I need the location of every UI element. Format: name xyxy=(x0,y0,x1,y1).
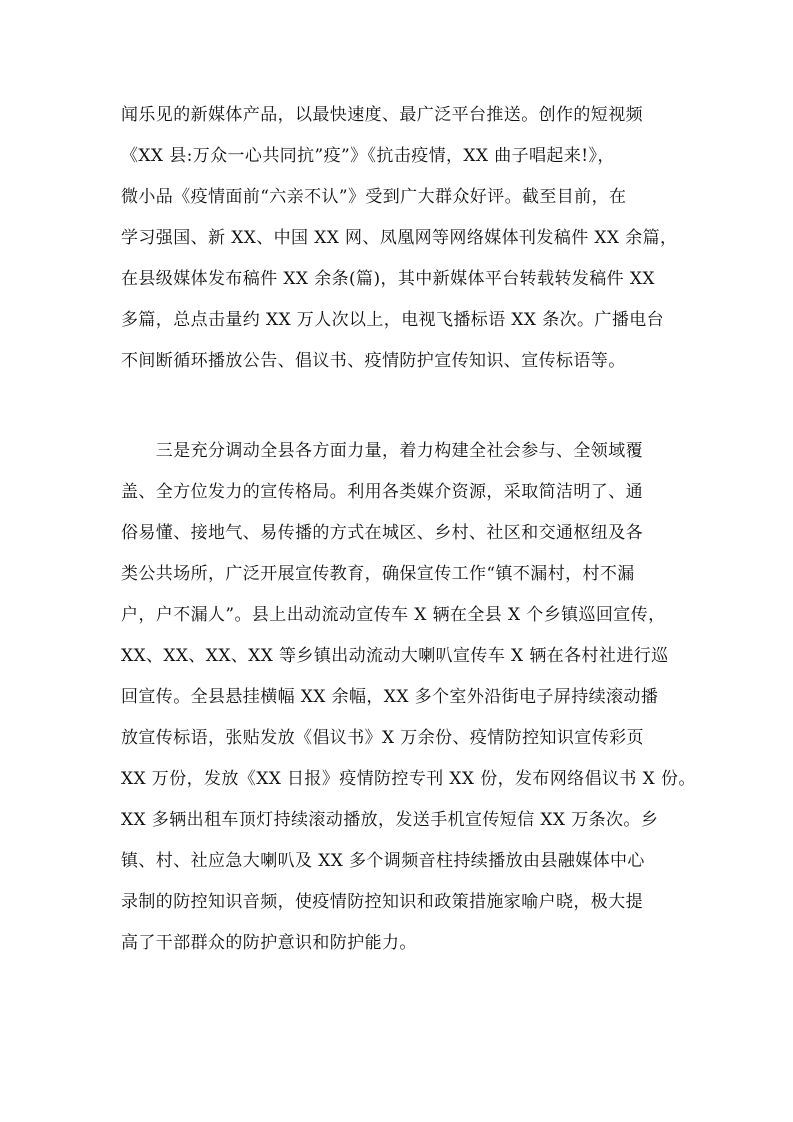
paragraph-line: 学习强国、新 XX、中国 XX 网、凤凰网等网络媒体刊发稿件 XX 余篇， xyxy=(121,228,678,248)
paragraph-line: 类公共场所，广泛开展宣传教育，确保宣传工作“镇不漏村，村不漏 xyxy=(121,564,635,584)
paragraph-line: XX 万份，发放《XX 日报》疫情防控专刊 XX 份，发布网络倡议书 X 份。 xyxy=(121,769,696,789)
paragraph-line: 闻乐见的新媒体产品，以最快速度、最广泛平台推送。创作的短视频 xyxy=(121,105,643,125)
paragraph-line: 盖、全方位发力的宣传格局。利用各类媒介资源，采取简洁明了、通 xyxy=(121,482,643,502)
paragraph-media-promotion xyxy=(121,95,681,382)
paragraph-line: 高了干部群众的防护意识和防护能力。 xyxy=(121,933,417,953)
paragraph-line: 录制的防控知识音频，使疫情防控知识和政策措施家喻户晓，极大提 xyxy=(121,892,643,912)
paragraph-line: 《XX 县:万众一心共同抗”疫”》《抗击疫情，XX 曲子唱起来!》， xyxy=(121,146,615,166)
paragraph-line: 回宣传。全县悬挂横幅 XX 余幅，XX 多个室外沿街电子屏持续滚动播 xyxy=(121,687,659,707)
paragraph-line: 放宣传标语，张贴发放《倡议书》X 万余份、疫情防控知识宣传彩页 xyxy=(121,728,644,748)
paragraph-line: XX、XX、XX、XX 等乡镇出动流动大喇叭宣传车 X 辆在各村社进行巡 xyxy=(121,646,669,666)
paragraph-line: 多篇，总点击量约 XX 万人次以上，电视飞播标语 XX 条次。广播电台 xyxy=(121,310,665,330)
paragraph-publicity-pattern xyxy=(121,431,696,964)
paragraph-line: XX 多辆出租车顶灯持续滚动播放，发送手机宣传短信 XX 万条次。乡 xyxy=(121,810,659,830)
paragraph-line: 不间断循环播放公告、倡议书、疫情防护宣传知识、宣传标语等。 xyxy=(121,351,626,371)
paragraph-line: 三是充分调动全县各方面力量，着力构建全社会参与、全领域覆 xyxy=(121,441,643,461)
paragraph-line: 户，户不漏人”。县上出动流动宣传车 X 辆在全县 X 个乡镇巡回宣传， xyxy=(121,605,666,625)
paragraph-line: 俗易懂、接地气、易传播的方式在城区、乡村、社区和交通枢纽及各 xyxy=(121,523,643,543)
paragraph-line: 镇、村、社应急大喇叭及 XX 多个调频音柱持续播放由县融媒体中心 xyxy=(121,851,645,871)
paragraph-line: 在县级媒体发布稿件 XX 余条(篇)，其中新媒体平台转载转发稿件 XX xyxy=(121,269,655,289)
paragraph-line: 微小品《疫情面前“六亲不认”》受到广大群众好评。截至目前，在 xyxy=(121,187,627,207)
